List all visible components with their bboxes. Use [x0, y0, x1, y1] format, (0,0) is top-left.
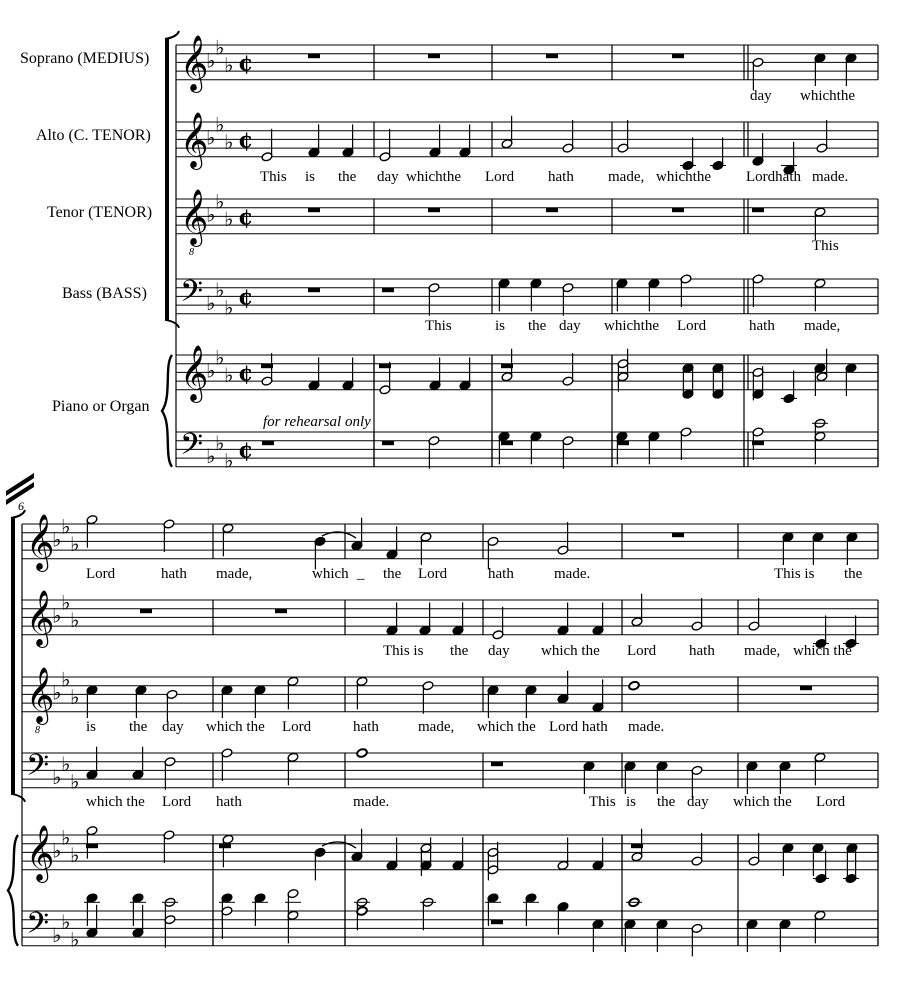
bass-clef-icon: 𝄢: [180, 427, 204, 469]
cut-time-icon: ¢: [238, 437, 254, 464]
lyrics-s1-soprano: [750, 88, 855, 104]
lyric: day: [750, 88, 772, 104]
flat-icon: ♭: [206, 202, 216, 227]
flat-icon: ♭: [206, 125, 216, 150]
rest-icon: [275, 609, 287, 614]
lyrics-s2-tenor: [86, 719, 664, 735]
flat-icon: ♭: [215, 278, 225, 303]
flat-icon: ♭: [70, 531, 80, 556]
rest-icon: [382, 288, 394, 293]
rest-icon: [546, 54, 558, 59]
flat-icon: ♭: [61, 667, 71, 692]
flat-icon: ♭: [215, 35, 225, 60]
lyric: which the: [733, 794, 792, 810]
instrument-label-alto: Alto (C. TENOR): [36, 127, 151, 144]
bass-clef-icon: 𝄢: [180, 274, 204, 316]
lyric: whichthe: [800, 88, 855, 104]
measure-number: 6: [18, 499, 24, 513]
lyrics-s1-tenor: [812, 238, 839, 254]
lyric: made.: [628, 719, 665, 735]
rest-icon: [672, 54, 684, 59]
lyric: This: [260, 169, 287, 185]
flat-icon: ♭: [61, 590, 71, 615]
rest-icon: [428, 208, 440, 213]
flat-icon: ♭: [224, 448, 234, 473]
flat-icon: ♭: [61, 752, 71, 777]
instrument-label-bass: Bass (BASS): [62, 285, 147, 302]
flat-icon: ♭: [206, 444, 216, 469]
bass-clef-icon: 𝄢: [26, 906, 50, 948]
lyric: Lordhath: [746, 169, 801, 185]
flat-icon: ♭: [215, 431, 225, 456]
lyrics-s2-soprano: [86, 566, 863, 582]
treble-clef-icon: 𝄞: [26, 824, 55, 881]
lyric: This: [589, 794, 616, 810]
lyric: made.: [353, 794, 390, 810]
lyric: whichthe: [656, 169, 711, 185]
flat-icon: ♭: [52, 765, 62, 790]
lyric: the: [129, 719, 148, 735]
treble-clef-icon: 𝄞: [26, 589, 55, 646]
flat-icon: ♭: [224, 295, 234, 320]
flat-icon: ♭: [61, 825, 71, 850]
lyric: made,: [804, 318, 841, 334]
flat-icon: ♭: [70, 769, 80, 794]
octave-eight-icon: 8: [189, 247, 194, 259]
piano-brace: [162, 355, 172, 467]
lyric: made,: [744, 643, 781, 659]
rest-icon: [86, 844, 98, 849]
rest-icon: [800, 686, 812, 691]
flat-icon: ♭: [224, 362, 234, 387]
rest-icon: [491, 920, 503, 925]
lyric: Lord: [418, 566, 448, 582]
lyrics-s1-bass: [425, 318, 840, 334]
treble-8vb-clef-icon: 𝄞: [180, 188, 209, 245]
flat-icon: ♭: [52, 838, 62, 863]
rest-icon: [752, 441, 764, 446]
rest-icon: [219, 844, 231, 849]
lyric: made.: [554, 566, 591, 582]
lyric: which the: [541, 643, 600, 659]
flat-icon: ♭: [224, 206, 234, 231]
instrument-label-soprano: Soprano (MEDIUS): [20, 50, 150, 67]
lyric: hath: [161, 566, 187, 582]
lyric: This: [812, 238, 839, 254]
flat-icon: ♭: [61, 910, 71, 935]
rest-icon: [501, 441, 513, 446]
flat-icon: ♭: [70, 927, 80, 952]
octave-eight-icon: 8: [35, 725, 40, 737]
flat-icon: ♭: [52, 680, 62, 705]
lyric: which the: [206, 719, 265, 735]
flat-icon: ♭: [206, 48, 216, 73]
rest-icon: [672, 533, 684, 538]
lyric: Lord: [816, 794, 846, 810]
lyric: day: [162, 719, 184, 735]
bracket-bottom-hook: [165, 320, 179, 328]
flat-icon: ♭: [61, 514, 71, 539]
flat-icon: ♭: [206, 291, 216, 316]
lyric: hath: [353, 719, 379, 735]
cut-time-icon: ¢: [238, 127, 254, 154]
flat-icon: ♭: [224, 129, 234, 154]
lyric: Lord: [162, 794, 192, 810]
lyric: hath: [216, 794, 242, 810]
rest-icon: [546, 208, 558, 213]
lyric: hath: [689, 643, 715, 659]
lyric: made.: [812, 169, 849, 185]
treble-8vb-clef-icon: 𝄞: [26, 666, 55, 723]
flat-icon: ♭: [206, 358, 216, 383]
lyric: Lord: [677, 318, 707, 334]
lyric: which the: [86, 794, 145, 810]
flat-icon: ♭: [70, 684, 80, 709]
lyric: hath: [488, 566, 514, 582]
lyrics-s2-bass: [86, 794, 846, 810]
bracket-top-hook: [165, 31, 179, 39]
lyric: hath: [749, 318, 775, 334]
clefs: [26, 35, 253, 952]
rest-icon: [752, 208, 764, 213]
rest-icon: [379, 364, 391, 369]
lyric: whichthe: [406, 169, 461, 185]
lyric: Lord: [485, 169, 515, 185]
cut-time-icon: ¢: [238, 360, 254, 387]
rest-icon: [261, 364, 273, 369]
lyric: day: [488, 643, 510, 659]
instrument-label-tenor: Tenor (TENOR): [47, 204, 153, 221]
lyric: the: [844, 566, 863, 582]
lyric: Lord: [627, 643, 657, 659]
lyric: which the: [793, 643, 852, 659]
lyric: is: [626, 794, 637, 810]
lyric: hath: [548, 169, 574, 185]
rest-icon: [491, 762, 503, 767]
choir-bracket: [11, 518, 15, 794]
lyric: made,: [418, 719, 455, 735]
flat-icon: ♭: [52, 923, 62, 948]
lyric: day: [377, 169, 399, 185]
note-head: [356, 748, 368, 758]
lyric: which: [312, 566, 349, 582]
lyric: This: [425, 318, 452, 334]
rest-icon: [140, 609, 152, 614]
rest-icon: [308, 54, 320, 59]
flat-icon: ♭: [215, 189, 225, 214]
lyric: Lord: [282, 719, 312, 735]
lyric: the: [383, 566, 402, 582]
flat-icon: ♭: [70, 607, 80, 632]
choir-bracket: [165, 39, 169, 320]
lyric: day: [559, 318, 581, 334]
direction-text: for rehearsal only: [263, 414, 371, 430]
note-head: [628, 681, 640, 691]
lyric: is: [86, 719, 97, 735]
lyric: made,: [216, 566, 253, 582]
lyric: the: [528, 318, 547, 334]
lyric: is: [305, 169, 316, 185]
lyric: the: [338, 169, 357, 185]
rest-icon: [617, 441, 629, 446]
rest-icon: [382, 441, 394, 446]
bass-clef-icon: 𝄢: [26, 748, 50, 790]
cut-time-icon: ¢: [238, 50, 254, 77]
lyric: This is: [383, 643, 424, 659]
treble-clef-icon: 𝄞: [26, 513, 55, 570]
lyric: which the: [477, 719, 536, 735]
lyric: Lord hath: [549, 719, 608, 735]
treble-clef-icon: 𝄞: [180, 344, 209, 401]
lyric: _: [357, 566, 365, 582]
flat-icon: ♭: [215, 345, 225, 370]
cut-time-icon: ¢: [238, 284, 254, 311]
lyric: made,: [608, 169, 645, 185]
rest-icon: [631, 844, 643, 849]
rest-icon: [308, 288, 320, 293]
cut-time-icon: ¢: [238, 204, 254, 231]
rest-icon: [308, 208, 320, 213]
lyric: the: [450, 643, 469, 659]
piano-brace: [8, 835, 18, 946]
lyrics-s2-alto: [383, 643, 852, 659]
lyric: Lord: [86, 566, 116, 582]
lyric: is: [495, 318, 506, 334]
lyric: day: [687, 794, 709, 810]
flat-icon: ♭: [215, 112, 225, 137]
bracket-bottom-hook: [11, 794, 25, 802]
flat-icon: ♭: [52, 603, 62, 628]
lyric: the: [657, 794, 676, 810]
rest-icon: [262, 441, 274, 446]
instrument-label-piano: Piano or Organ: [52, 398, 150, 415]
treble-clef-icon: 𝄞: [180, 34, 209, 91]
tie-icon: [322, 842, 356, 848]
lyrics-s1-alto: [260, 169, 848, 185]
flat-icon: ♭: [70, 842, 80, 867]
flat-icon: ♭: [224, 52, 234, 77]
flat-icon: ♭: [52, 527, 62, 552]
rest-icon: [501, 364, 513, 369]
lyric: whichthe: [604, 318, 659, 334]
treble-clef-icon: 𝄞: [180, 111, 209, 168]
lyric: This is: [774, 566, 815, 582]
rest-icon: [672, 208, 684, 213]
rest-icon: [428, 54, 440, 59]
